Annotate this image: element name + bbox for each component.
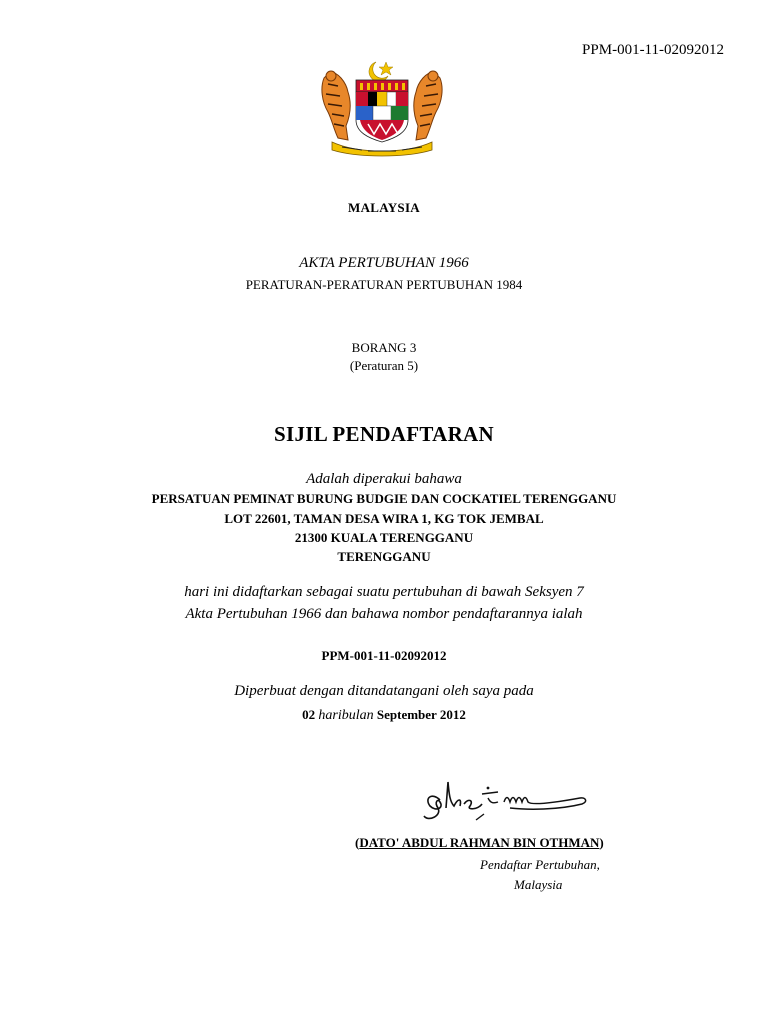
certified-intro: Adalah diperakui bahawa	[306, 471, 462, 487]
shield-icon	[356, 80, 408, 142]
crescent-star-icon	[369, 62, 393, 82]
organization-address-line3: TERENGGANU	[337, 549, 431, 564]
date-connector: haribulan	[318, 708, 374, 723]
certificate-title: SIJIL PENDAFTARAN	[274, 422, 494, 446]
regulations-title: PERATURAN-PERATURAN PERTUBUHAN 1984	[245, 277, 523, 292]
motto-ribbon-icon	[332, 142, 432, 156]
date-day: 02	[302, 707, 316, 722]
date-month-year: September 2012	[376, 707, 466, 722]
act-title: AKTA PERTUBUHAN 1966	[299, 255, 469, 271]
organization-address-line1: LOT 22601, TAMAN DESA WIRA 1, KG TOK JEMBAL	[224, 511, 544, 526]
coat-of-arms-emblem	[318, 58, 446, 158]
signatory-name-line	[355, 835, 604, 851]
signing-date	[0, 707, 768, 724]
signatory-close-paren: )	[599, 835, 604, 850]
form-rule: (Peraturan 5)	[349, 358, 419, 373]
right-tiger-icon	[414, 71, 442, 140]
registration-statement-line2: Akta Pertubuhan 1966 dan bahawa nombor pendaftarannya ialah	[185, 606, 583, 622]
organization-address-line2: 21300 KUALA TERENGGANU	[294, 530, 474, 545]
country-heading: MALAYSIA	[348, 200, 420, 215]
registration-statement-line1: hari ini didaftarkan sebagai suatu pertubuhan di bawah Seksyen 7	[184, 584, 584, 600]
signed-statement: Diperbuat dengan ditandatangani oleh saya pada	[234, 683, 534, 699]
signatory-title-line2: Malaysia	[514, 877, 563, 892]
handwritten-signature	[418, 768, 593, 830]
form-number: BORANG 3	[351, 340, 417, 355]
signatory-open-paren: (	[355, 835, 360, 850]
left-tiger-icon	[322, 71, 350, 140]
registration-number: PPM-001-11-02092012	[321, 648, 447, 663]
signatory-title-line1: Pendaftar Pertubuhan,	[480, 857, 600, 872]
signatory-name: DATO' ABDUL RAHMAN BIN OTHMAN	[359, 835, 600, 850]
organization-name: PERSATUAN PEMINAT BURUNG BUDGIE DAN COCKATIEL TERENGGANU	[151, 491, 617, 506]
reference-number-top: PPM-001-11-02092012	[582, 42, 724, 58]
